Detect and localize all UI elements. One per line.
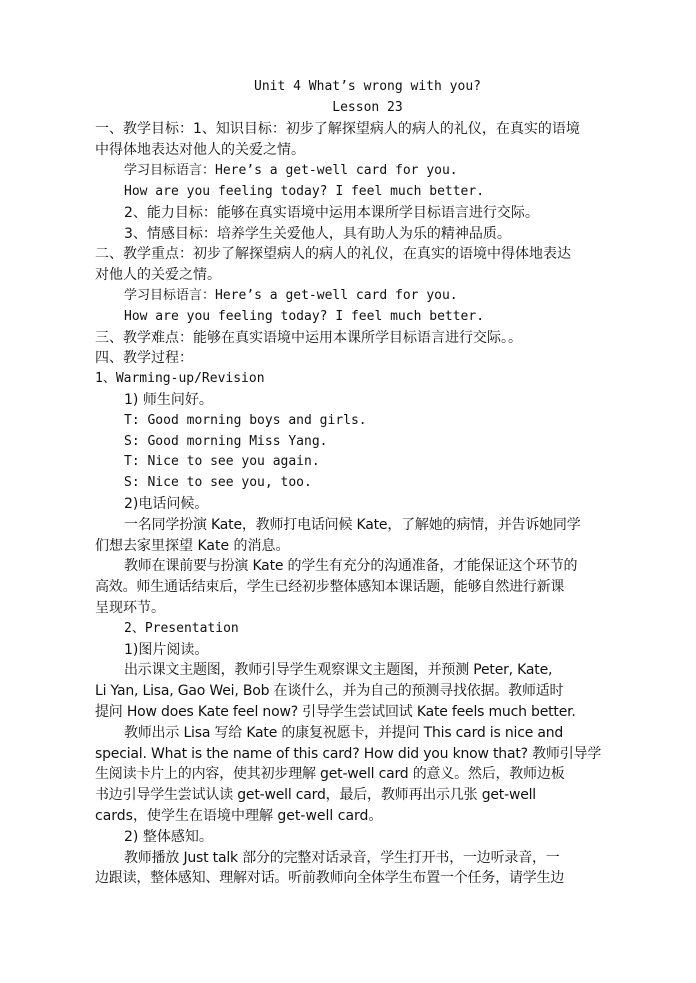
paragraph-line: 教师出示 Lisa 写给 Kate 的康复祝愿卡，并提问 This card is nice and (124, 725, 564, 741)
paragraph-line: 们想去家里探望 Kate 的消息。 (95, 538, 290, 554)
dialogue-line: T: Nice to see you again. (124, 454, 320, 469)
paragraph-line: 边跟读，整体感知、理解对话。听前教师向全体学生布置一个任务，请学生边 (95, 870, 565, 886)
sub-step: 1) 师生问好。 (124, 392, 213, 408)
section-key-points: 二、教学重点：初步了解探望病人的病人的礼仪，在真实的语境中得体地表达 (95, 246, 571, 262)
dialogue-line: S: Good morning Miss Yang. (124, 434, 328, 449)
paragraph-line: 高效。师生通话结束后，学生已经初步整体感知本课话题，能够自然进行新课 (95, 579, 565, 595)
section-objectives: 一、教学目标：1、知识目标：初步了解探望病人的病人的礼仪，在真实的语境 (95, 121, 580, 137)
section-process: 四、教学过程： (95, 350, 193, 366)
paragraph-line: 一名同学扮演 Kate，教师打电话问候 Kate，了解她的病情，并告诉她同学 (124, 517, 581, 533)
emotion-objective: 3、情感目标：培养学生关爱他人，具有助人为乐的精神品质。 (124, 226, 511, 242)
sub-step: 1)图片阅读。 (124, 642, 209, 658)
target-language-line: How are you feeling today? I feel much better. (124, 184, 485, 199)
paragraph-line: 中得体地表达对他人的关爱之情。 (95, 142, 305, 158)
ability-objective: 2、能力目标：能够在真实语境中运用本课所学目标语言进行交际。 (124, 205, 539, 221)
paragraph-line: 提问 How does Kate feel now? 引导学生尝试回试 Kate feels much better. (95, 704, 576, 720)
step-heading: 1、Warming-up/Revision (95, 371, 265, 386)
paragraph-line: 教师在课前要与扮演 Kate 的学生有充分的沟通准备，才能保证这个环节的 (124, 558, 578, 574)
step-heading: 2、Presentation (124, 621, 239, 636)
dialogue-line: T: Good morning boys and girls. (124, 413, 367, 428)
paragraph-line: 书边引导学生尝试认读 get-well card，最后，教师再出示几张 get-well (95, 787, 536, 803)
paragraph-line: 教师播放 Just talk 部分的完整对话录音，学生打开书，一边听录音，一 (124, 850, 560, 866)
paragraph-line: cards，使学生在语境中理解 get-well card。 (95, 808, 383, 824)
doc-title: Unit 4 What’s wrong with you? (254, 79, 481, 94)
paragraph-line: 生阅读卡片上的内容，使其初步理解 get-well card 的意义。然后，教师边板 (95, 766, 565, 782)
paragraph-line: 呈现环节。 (95, 600, 165, 616)
paragraph-line: 出示课文主题图，教师引导学生观察课文主题图，并预测 Peter, Kate, (124, 662, 553, 678)
target-language-line: 学习目标语言：Here’s a get-well card for you. (124, 163, 458, 178)
dialogue-line: S: Nice to see you, too. (124, 475, 312, 490)
paragraph-line: 对他人的关爱之情。 (95, 267, 221, 283)
sub-step: 2) 整体感知。 (124, 829, 213, 845)
paragraph-line: special. What is the name of this card? How did you know that? 教师引导学 (95, 746, 602, 762)
target-language-line: 学习目标语言：Here’s a get-well card for you. (124, 288, 458, 303)
target-language-line: How are you feeling today? I feel much better. (124, 309, 485, 324)
doc-subtitle: Lesson 23 (332, 100, 403, 115)
sub-step: 2)电话问候。 (124, 496, 209, 512)
section-difficulties: 三、教学难点：能够在真实语境中运用本课所学目标语言进行交际。。 (95, 330, 522, 346)
paragraph-line: Li Yan, Lisa, Gao Wei, Bob 在谈什么，并为自己的预测寻找依据。教师适时 (95, 683, 564, 699)
